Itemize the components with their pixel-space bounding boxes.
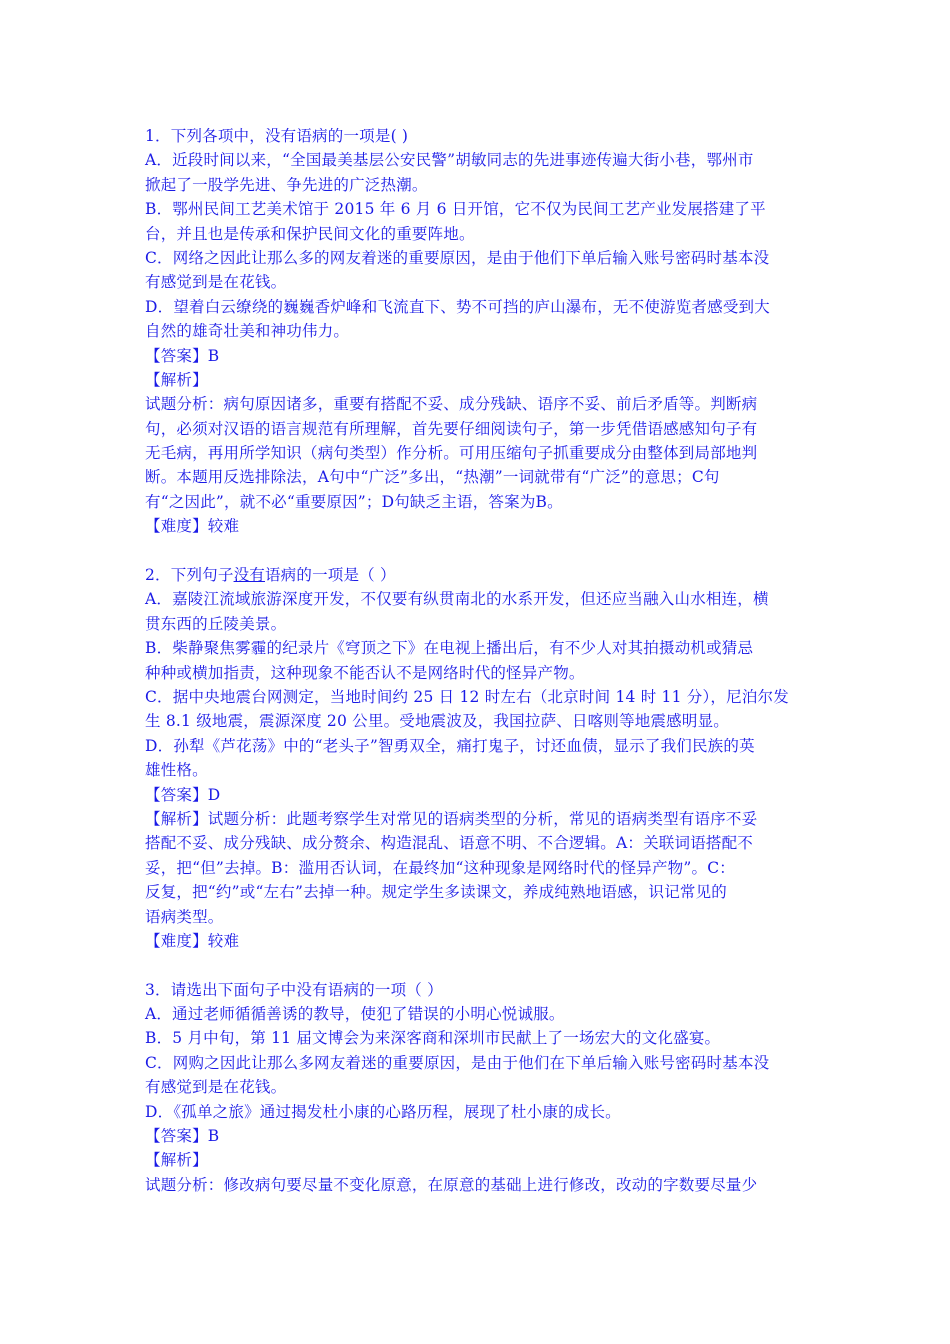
q2-stem-pre: 2．下列句子: [145, 566, 234, 585]
q1-stem: 1．下列各项中，没有语病的一项是( ): [145, 127, 409, 145]
q2-option-b-line2: 种种或横加指责，这种现象不能否认不是网络时代的怪异产物。: [145, 663, 585, 682]
q2-analysis-line3: 妥，把“但”去掉。B：滥用否认词，在最终加“这种现象是网络时代的怪异产物”。C：: [145, 858, 735, 877]
q1-analysis-line1: 试题分析：病句原因诸多，重要有搭配不妥、成分残缺、语序不妥、前后矛盾等。判断病: [145, 395, 758, 414]
q1-option-b-line1: B．鄂州民间工艺美术馆于 2015 年 6 月 6 日开馆，它不仅为民间工艺产业发展搭建了平: [145, 200, 766, 219]
q1-option-b-line2: 台，并且也是传承和保护民间文化的重要阵地。: [145, 224, 475, 243]
document-body: [145, 124, 810, 1197]
q1-analysis-line5: 有“之因此”，就不必“重要原因”；D句缺乏主语，答案为B。: [145, 492, 563, 511]
q1-difficulty: 【难度】较难: [145, 517, 240, 536]
q2-analysis-line4: 反复，把“约”或“左右”去掉一种。规定学生多读课文，养成纯熟地语感，识记常见的: [145, 883, 727, 902]
q2-option-a-line1: A．嘉陵江流域旅游深度开发，不仅要有纵贯南北的水系开发，但还应当融入山水相连，横: [145, 590, 769, 609]
q2-option-c-line2: 生 8.1 级地震，震源深度 20 公里。受地震波及，我国拉萨、日喀则等地震感明显。: [145, 712, 729, 731]
q2-option-b-line1: B．柴静聚焦雾霾的纪录片《穹顶之下》在电视上播出后，有不少人对其拍摄动机或猜忌: [145, 639, 754, 658]
q3-answer: 【答案】B: [145, 1127, 220, 1146]
q2-stem: [145, 563, 810, 587]
q3-analysis-label: 【解析】: [145, 1151, 208, 1170]
spacer: [145, 539, 810, 563]
q1-analysis-line2: 句，必须对汉语的语言规范有所理解，首先要仔细阅读句子，第一步凭借语感感知句子有: [145, 419, 758, 438]
q2-stem-underlined: 没有: [233, 566, 265, 585]
q3-stem: 3．请选出下面句子中没有语病的一项（ ）: [145, 980, 443, 999]
q3-option-b: B．5 月中旬，第 11 届文博会为来深客商和深圳市民献上了一场宏大的文化盛宴。: [145, 1029, 721, 1048]
q2-answer: 【答案】D: [145, 785, 221, 804]
spacer: [145, 953, 810, 977]
q1-option-a-line1: A．近段时间以来，“全国最美基层公安民警”胡敏同志的先进事迹传遍大街小巷，鄂州市: [145, 151, 754, 170]
q1-analysis-line4: 断。本题用反选排除法，A句中“广泛”多出，“热潮”一词就带有“广泛”的意思；C句: [145, 468, 720, 487]
q2-analysis-line5: 语病类型。: [145, 907, 224, 926]
q3-option-c-line2: 有感觉到是在花钱。: [145, 1078, 287, 1097]
q3-option-d: D．《孤单之旅》通过揭发杜小康的心路历程，展现了杜小康的成长。: [145, 1102, 621, 1121]
q3-option-c-line1: C．网购之因此让那么多网友着迷的重要原因，是由于他们在下单后输入账号密码时基本没: [145, 1053, 770, 1072]
q2-option-d-line2: 雄性格。: [145, 761, 208, 780]
q2-option-a-line2: 贯东西的丘陵美景。: [145, 614, 287, 633]
q1-analysis-line3: 无毛病，再用所学知识（病句类型）作分析。可用压缩句子抓重要成分由整体到局部地判: [145, 444, 758, 463]
q1-option-d-line2: 自然的雄奇壮美和神功伟力。: [145, 322, 350, 341]
q1-analysis-label: 【解析】: [145, 370, 208, 389]
q1-option-d-line1: D．望着白云缭绕的巍巍香炉峰和飞流直下、势不可挡的庐山瀑布，无不使游览者感受到大: [145, 297, 770, 316]
q3-option-a: A．通过老师循循善诱的教导，使犯了错误的小明心悦诚服。: [145, 1005, 565, 1024]
q2-stem-post: 语病的一项是（ ）: [264, 566, 396, 585]
q1-answer: 【答案】B: [145, 346, 220, 365]
q2-analysis-line1: 【解析】试题分析：此题考察学生对常见的语病类型的分析，常见的语病类型有语序不妥: [145, 809, 758, 828]
q2-analysis-line2: 搭配不妥、成分残缺、成分赘余、构造混乱、语意不明、不合逻辑。A：关联词语搭配不: [145, 834, 753, 853]
q1-option-a-line2: 掀起了一股学先进、争先进的广泛热潮。: [145, 175, 428, 194]
q3-analysis-line1: 试题分析：修改病句要尽量不变化原意，在原意的基础上进行修改，改动的字数要尽量少: [145, 1175, 758, 1194]
q2-option-c-line1: C．据中央地震台网测定，当地时间约 25 日 12 时左右（北京时间 14 时 11 分），尼泊尔发: [145, 687, 789, 706]
q1-option-c-line2: 有感觉到是在花钱。: [145, 273, 287, 292]
q2-option-d-line1: D．孙犁《芦花荡》中的“老头子”智勇双全，痛打鬼子，讨还血债，显示了我们民族的英: [145, 736, 755, 755]
q2-difficulty: 【难度】较难: [145, 931, 240, 950]
q1-option-c-line1: C．网络之因此让那么多的网友着迷的重要原因，是由于他们下单后输入账号密码时基本没: [145, 248, 770, 267]
